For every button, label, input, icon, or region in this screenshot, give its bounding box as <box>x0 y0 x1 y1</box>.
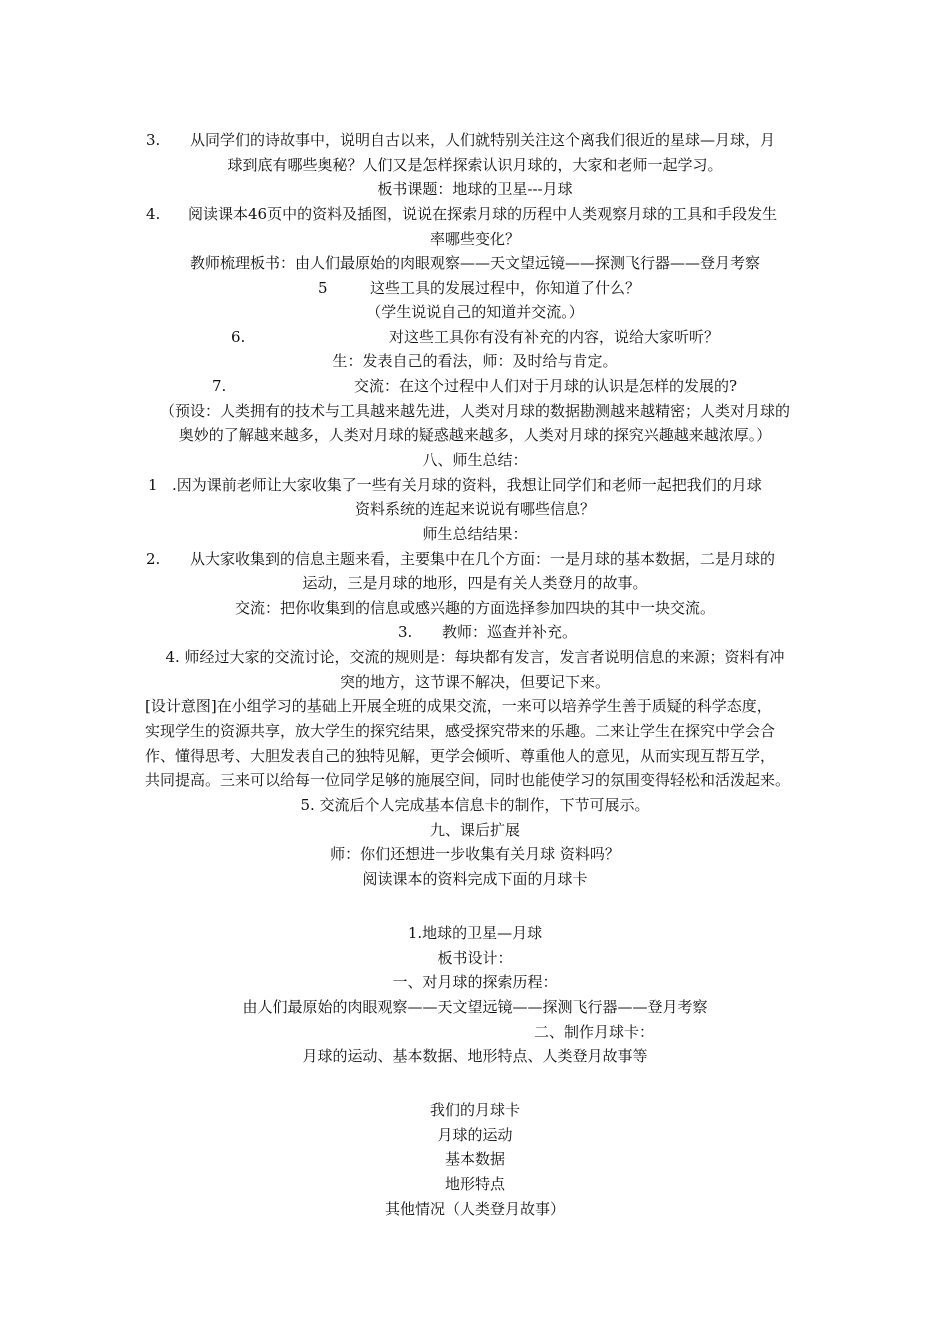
summary-3-text: 教师：巡查并补充。 <box>442 623 578 641</box>
board-card-items: 月球的运动、基本数据、地形特点、人类登月故事等 <box>302 1047 648 1065</box>
board-heading-1: 一、对月球的探索历程： <box>392 973 558 991</box>
moon-card-title: 我们的月球卡 <box>429 1101 520 1119</box>
summary-3-line <box>398 621 577 643</box>
teacher-board-note: 教师梳理板书：由人们最原始的肉眼观察——天文望远镜——探测飞行器——登月考察 <box>189 254 760 272</box>
moon-card-item: 基本数据 <box>444 1150 505 1168</box>
section-4-line-2: 率哪些变化？ <box>429 230 520 248</box>
board-topic: 板书课题：地球的卫星---月球 <box>377 180 573 198</box>
design-intent-line-3: 作、懂得思考、大胆发表自己的独特见解，更学会倾听、尊重他人的意见，从而实现互帮互学， <box>145 747 776 765</box>
summary-1-line-1 <box>148 474 762 496</box>
summary-2-text: 从大家收集到的信息主题来看，主要集中在几个方面：一是月球的基本数据，二是月球的 <box>190 550 776 568</box>
teacher-question: 师：你们还想进一步收集有关月球 资料吗？ <box>330 845 620 863</box>
summary-2-line-2: 运动，三是月球的地形，四是有关人类登月的故事。 <box>302 574 648 592</box>
board-design-label: 板书设计： <box>437 949 513 967</box>
section-7-line <box>212 375 737 397</box>
design-intent-line-2: 实现学生的资源共享，放大学生的探究结果，感受探究带来的乐趣。二来让学生在探究中学会合 <box>145 722 776 740</box>
summary-1-line-2: 资料系统的连起来说说有哪些信息？ <box>354 500 595 518</box>
section-5-line <box>318 277 640 299</box>
section-4-line-1 <box>146 203 777 225</box>
section-4-text: 阅读课本46页中的资料及插图，说说在探索月球的历程中人类观察月球的工具和手段发生 <box>188 205 778 223</box>
summary-4-line-2: 突的地方，这节课不解决，但要记下来。 <box>339 673 610 691</box>
moon-card-item: 其他情况（人类登月故事） <box>384 1200 565 1218</box>
section-6-number: 6. <box>231 328 246 346</box>
board-heading-2: 二、制作月球卡： <box>534 1023 655 1041</box>
summary-1-number: 1 <box>148 476 158 494</box>
preset-line-2: 奥妙的了解越来越多，人类对月球的疑惑越来越多，人类对月球的探究兴趣越来越浓厚。） <box>178 426 772 444</box>
section-3-number: 3. <box>146 131 161 149</box>
summary-4-line-1: 4. 师经过大家的交流讨论，交流的规则是：每块都有发言，发言者说明信息的来源；资料有冲 <box>165 648 785 666</box>
section-5-text: 这些工具的发展过程中，你知道了什么？ <box>370 279 641 297</box>
section-5-note: （学生说说自己的知道并交流。） <box>366 303 584 321</box>
heading-9: 九、课后扩展 <box>429 821 520 839</box>
section-4-number: 4. <box>146 205 161 223</box>
section-6-text: 对这些工具你有没有补充的内容，说给大家听听？ <box>389 328 720 346</box>
moon-card-item: 地形特点 <box>444 1175 505 1193</box>
heading-8: 八、师生总结： <box>422 451 528 469</box>
section-7-number: 7. <box>212 377 227 395</box>
exchange-instruction: 交流：把你收集到的信息或感兴趣的方面选择参加四块的其中一块交流。 <box>234 599 715 617</box>
design-intent-line-1: [设计意图]在小组学习的基础上开展全班的成果交流，一来可以培养学生善于质疑的科学态度， <box>145 697 772 715</box>
section-3-line-2: 球到底有哪些奥秘？人们又是怎样探索认识月球的，大家和老师一起学习。 <box>227 156 723 174</box>
board-process: 由人们最原始的肉眼观察——天文望远镜——探测飞行器——登月考察 <box>242 998 708 1016</box>
summary-5-line: 5. 交流后个人完成基本信息卡的制作，下节可展示。 <box>300 796 650 814</box>
summary-1-text: .因为课前老师让大家收集了一些有关月球的资料，我想让同学们和老师一起把我们的月球 <box>172 476 762 494</box>
board-title: 1.地球的卫星—月球 <box>407 924 543 942</box>
design-intent-line-4: 共同提高。三来可以给每一位同学足够的施展空间，同时也能使学习的氛围变得轻松和活泼起来。 <box>145 771 791 789</box>
section-3-line-1 <box>146 129 775 151</box>
section-6-reply: 生：发表自己的看法，师：及时给与肯定。 <box>332 352 618 370</box>
read-card-instruction: 阅读课本的资料完成下面的月球卡 <box>362 870 588 888</box>
preset-line-1: （预设：人类拥有的技术与工具越来越先进，人类对月球的数据勘测越来越精密；人类对月球的 <box>159 402 790 420</box>
section-3-text: 从同学们的诗故事中，说明自古以来，人们就特别关注这个离我们很近的星球—月球，月 <box>190 131 776 149</box>
summary-result: 师生总结结果： <box>422 525 528 543</box>
summary-2-number: 2. <box>146 550 161 568</box>
section-7-text: 交流：在这个过程中人们对于月球的认识是怎样的发展的? <box>354 377 738 395</box>
moon-card-item: 月球的运动 <box>437 1126 513 1144</box>
section-6-line <box>231 326 719 348</box>
summary-3-number: 3. <box>398 623 413 641</box>
section-5-number: 5 <box>318 279 328 297</box>
summary-2-line-1 <box>146 548 775 570</box>
